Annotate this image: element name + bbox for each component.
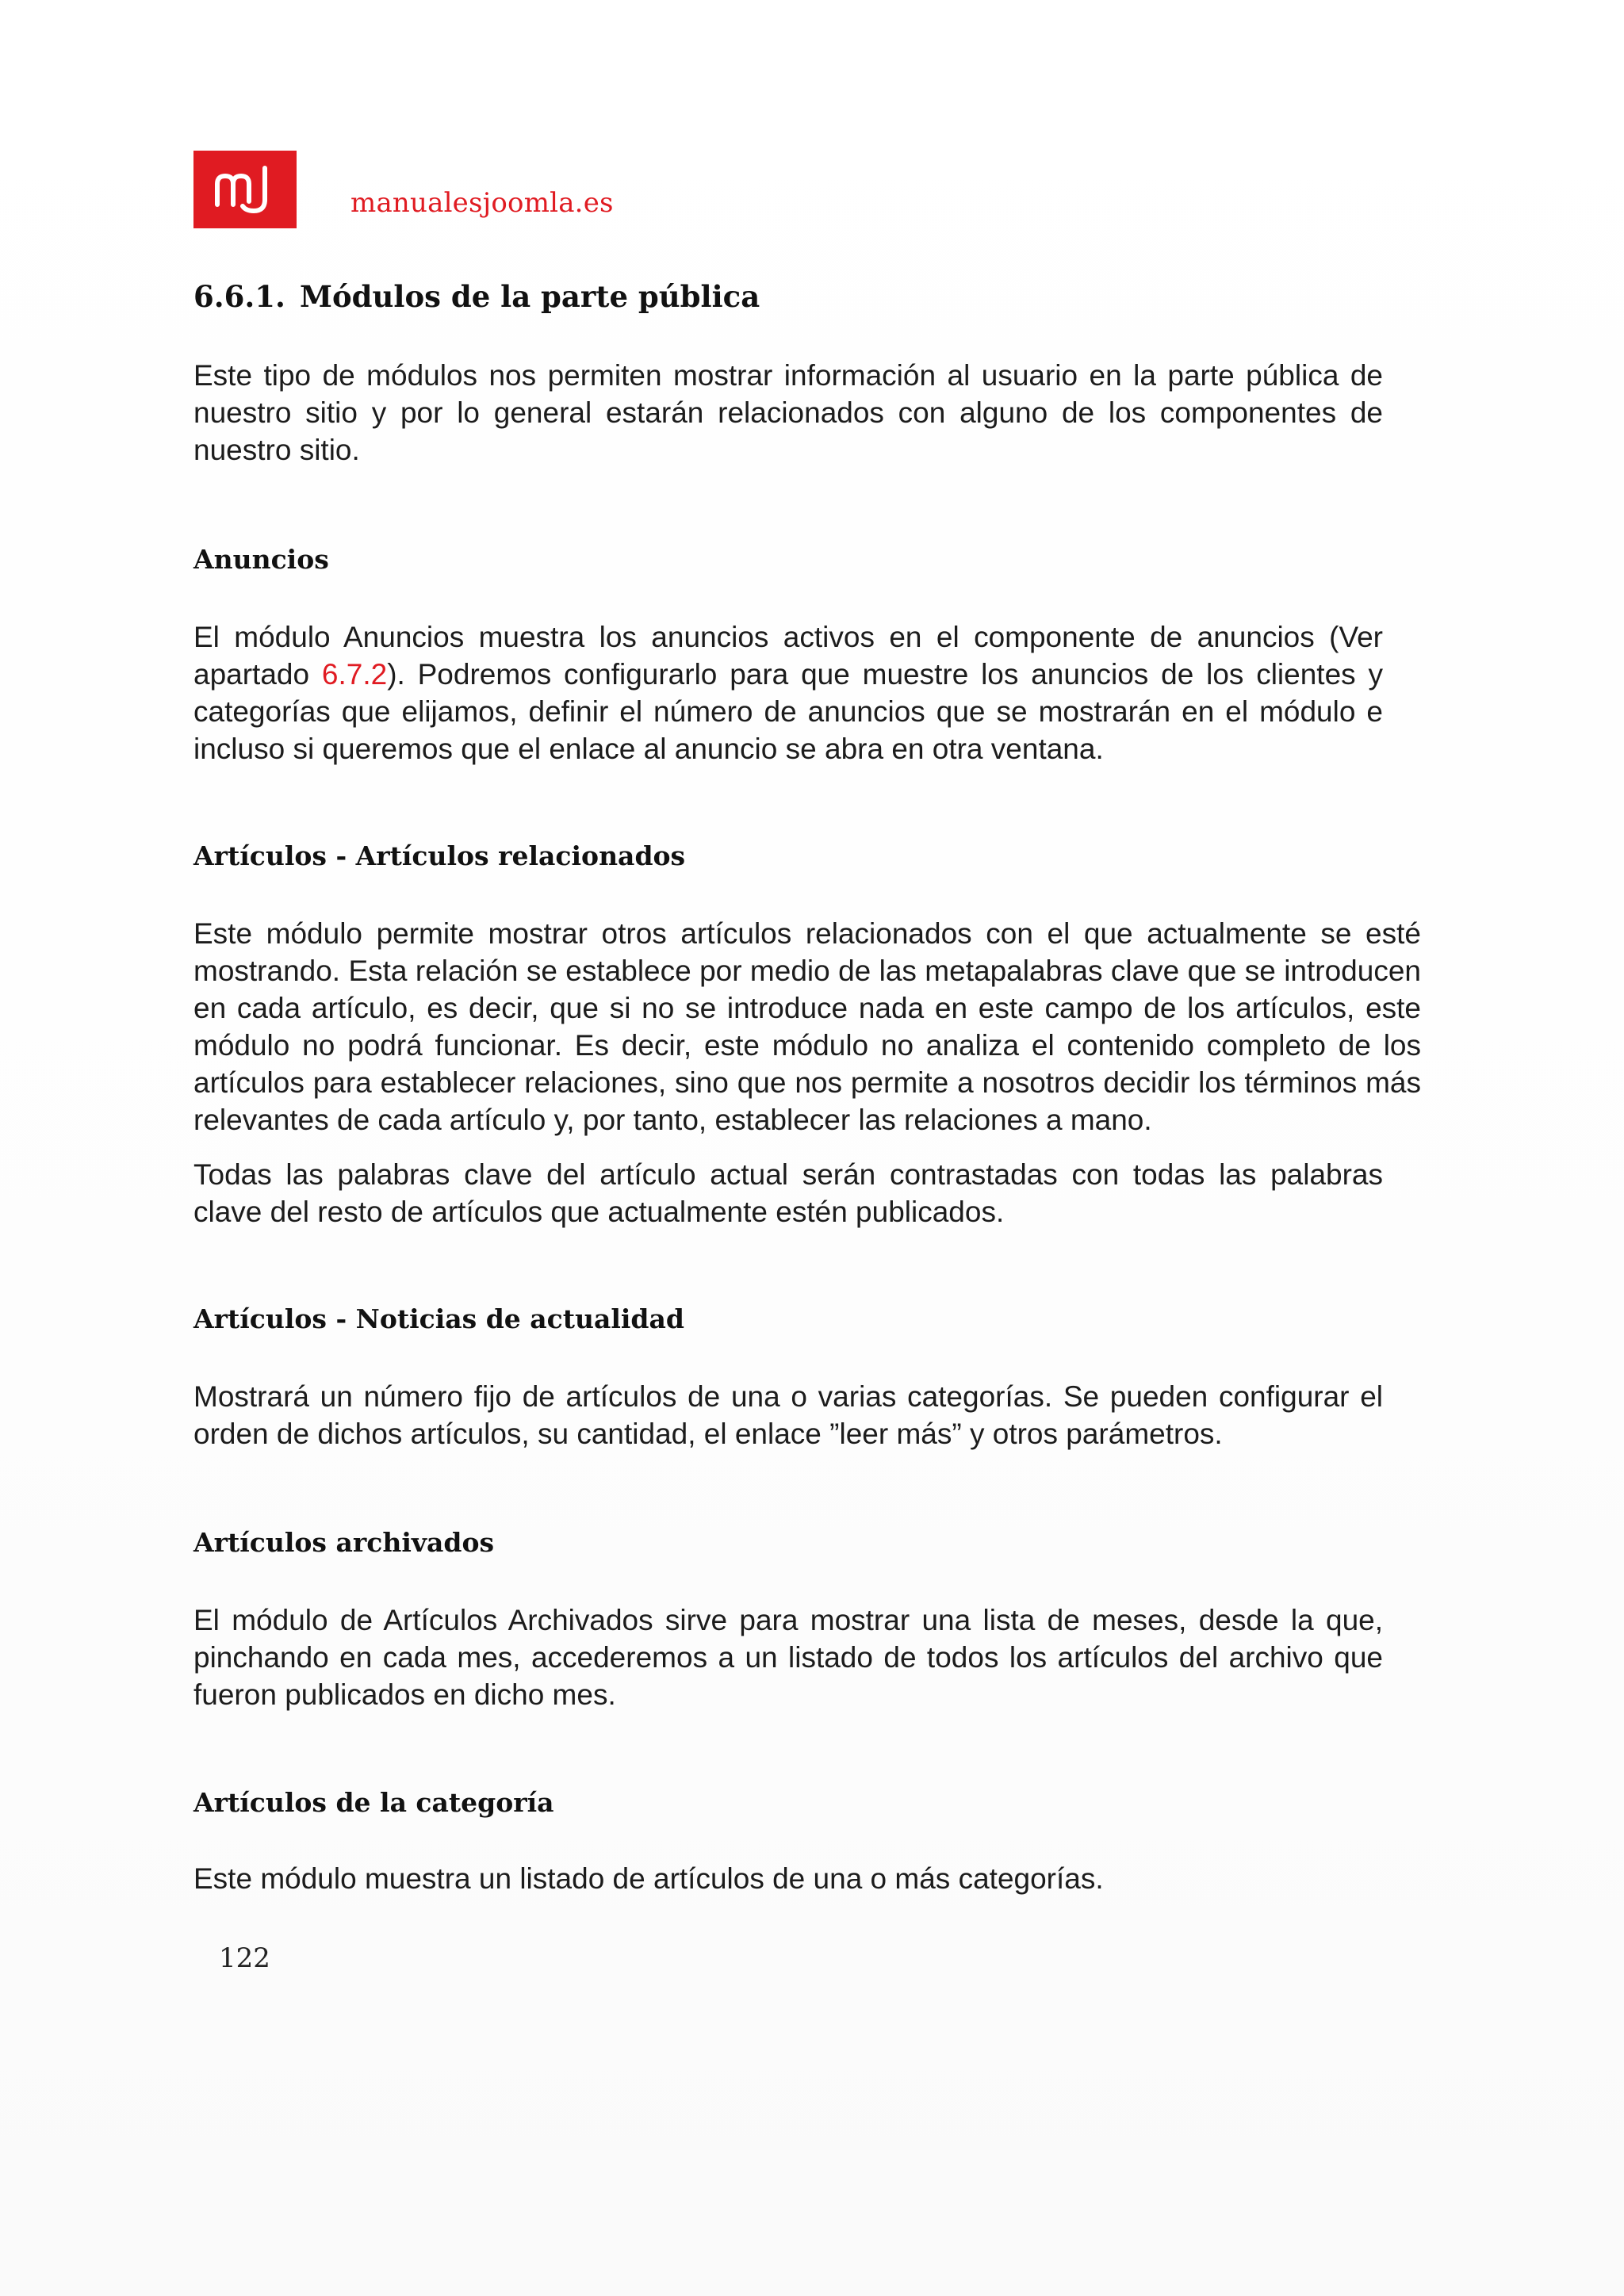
heading-relacionados: Artículos - Artículos relacionados — [193, 840, 686, 871]
heading-categoria: Artículos de la categoría — [193, 1787, 554, 1818]
section-title-text: Módulos de la parte pública — [300, 279, 760, 314]
site-name: manualesjoomla.es — [350, 187, 614, 219]
site-logo — [193, 151, 297, 228]
section-number: 6.6.1. — [193, 279, 285, 314]
anuncios-text-after: ). Podremos configurarlo para que muestre los anuncios de los clientes y categorías que elijamos, definir el número de anuncios que se mostrarán en el módulo e incluso si queremos que el enlace al anuncio se abra en otra ventana. — [193, 658, 1383, 765]
intro-paragraph: Este tipo de módulos nos permiten mostrar información al usuario en la parte pública de nuestro sitio y por lo general estarán relacionados con alguno de los componentes de nuestro sitio. — [193, 359, 1383, 466]
section-title — [193, 279, 760, 314]
relacionados-paragraph-1: Este módulo permite mostrar otros artículos relacionados con el que actualmente se esté mostrando. Esta relación se establece por medio de las metapalabras clave que se introducen en cada artículo, es decir, que si no se introduce nada en este campo de los artículos, este módulo no podrá funcionar. Es decir, este módulo no analiza el contenido completo de los artículos para establecer relaciones, sino que nos permite a nosotros decidir los términos más relevantes de cada artículo y, por tanto, establecer las relaciones a mano. — [193, 917, 1421, 1136]
page-number: 122 — [219, 1942, 270, 1974]
noticias-paragraph: Mostrará un número fijo de artículos de una o varias categorías. Se pueden configurar el orden de dichos artículos, su cantidad, el enlace ”leer más” y otros parámetros. — [193, 1380, 1383, 1450]
anuncios-text-before: El módulo Anuncios muestra los anuncios activos en el componente de anuncios (Ver apartado — [193, 621, 1383, 691]
heading-anuncios: Anuncios — [193, 544, 329, 575]
relacionados-paragraph-2: Todas las palabras clave del artículo actual serán contrastadas con todas las palabras clave del resto de artículos que actualmente estén publicados. — [193, 1158, 1383, 1228]
heading-noticias: Artículos - Noticias de actualidad — [193, 1303, 684, 1334]
section-reference-link[interactable]: 6.7.2 — [321, 658, 388, 691]
anuncios-paragraph — [193, 618, 1383, 767]
archivados-paragraph: El módulo de Artículos Archivados sirve para mostrar una lista de meses, desde la que, pinchando en cada mes, accederemos a un listado de todos los artículos del archivo que fueron publicados en dicho mes. — [193, 1604, 1383, 1711]
heading-archivados: Artículos archivados — [193, 1527, 495, 1558]
categoria-paragraph: Este módulo muestra un listado de artículos de una o más categorías. — [193, 1862, 1104, 1895]
mj-logo-icon — [193, 151, 297, 228]
